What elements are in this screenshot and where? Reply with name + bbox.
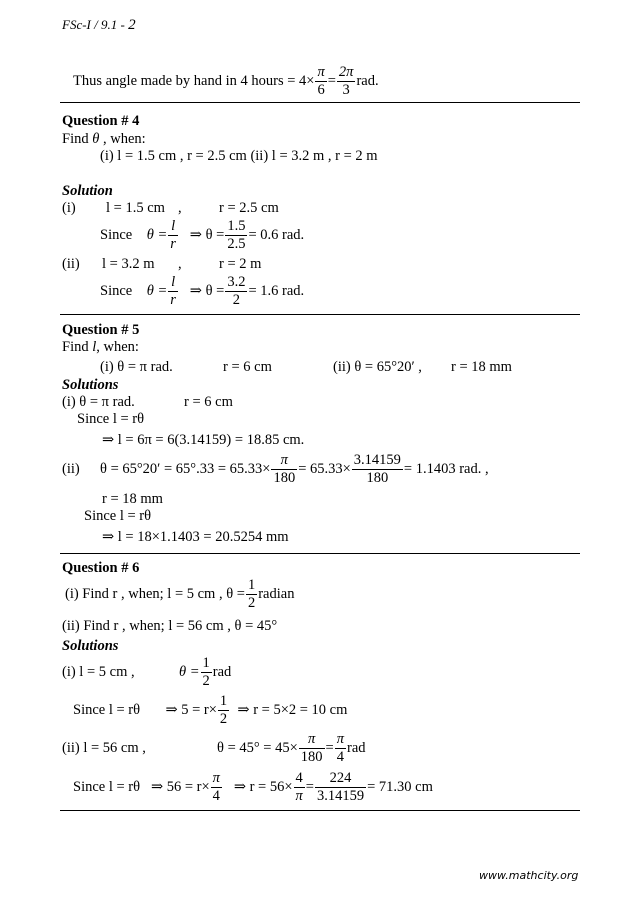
intro-line: Thus angle made by hand in 4 hours = 4× $\frac{\pi}{6}$ = $\frac{2\pi}{3}$ rad. (73, 64, 379, 99)
q6-part-2-equation: Since l = rθ ⇒ 56 = r× $\frac{\pi}{4}$ ⇒ r = 56× $\frac{4}{\pi}$ = $\frac{224}{3.14159}$ = 71.30 cm (73, 770, 433, 805)
q4-part-1-label: (i) (62, 200, 76, 216)
q5-part-2-label: (ii) (62, 461, 80, 477)
q5-part-1: (i) θ = π rad. (62, 394, 135, 410)
divider (60, 553, 580, 554)
question-6-given-2: (ii) Find r , when; l = 56 cm , θ = 45° (62, 618, 278, 634)
q4-part-2-label: (ii) (62, 256, 80, 272)
q5-part-2-since: Since l = rθ (84, 508, 152, 524)
header-page-number: 2 (128, 17, 136, 33)
q5-part-1-r: r = 6 cm (184, 394, 233, 410)
q4-part-1-comma: , (178, 200, 182, 216)
intro-fraction-1: $\frac{\pi}{6}$ (317, 64, 325, 99)
divider (60, 314, 580, 315)
divider (60, 810, 580, 811)
q4-part-1-l: l = 1.5 cm (106, 200, 165, 216)
q4-part-1-equation: Since θ = $\frac{l}{r}$ ⇒ θ = $\frac{1.5}{2.5}$ = 0.6 rad. (100, 218, 305, 253)
question-6-title: Question # 6 (62, 560, 140, 576)
page-header (62, 16, 136, 34)
q5-part-1-since: Since l = rθ (77, 411, 145, 427)
q6-part-1-theta: θ = $\frac{1}{2}$ rad (179, 655, 232, 690)
q5-part-1-result: ⇒ l = 6π = 6(3.14159) = 18.85 cm. (102, 432, 305, 448)
question-5-given-2: (ii) θ = 65°20′ , (333, 359, 422, 375)
question-4-given: (i) l = 1.5 cm , r = 2.5 cm (ii) l = 3.2 m , r = 2 m (100, 148, 378, 164)
intro-fraction-2: $\frac{2\pi}{3}$ (338, 64, 354, 99)
divider (60, 102, 580, 103)
q4-part-2-l: l = 3.2 m (102, 256, 155, 272)
q6-part-1-equation: Since l = rθ ⇒ 5 = r× $\frac{1}{2}$ ⇒ r = 5×2 = 10 cm (73, 693, 348, 728)
q6-part-1-l: (i) l = 5 cm , (62, 664, 135, 680)
footer-watermark: www.mathcity.org (479, 869, 579, 882)
q5-part-2-equation: θ = 65°20′ = 65°.33 = 65.33× $\frac{\pi}{180}$ = 65.33× $\frac{3.14159}{180}$ = 1.1403 rad. , (100, 452, 489, 487)
question-5-prompt: Find l, when: (62, 339, 139, 355)
header-label: FSc-I / 9.1 - (62, 17, 129, 32)
q4-part-2-r: r = 2 m (219, 256, 262, 272)
question-6-given-1: (i) Find r , when; l = 5 cm , θ = $\frac{1}{2}$ radian (65, 577, 295, 612)
q4-part-2-comma: , (178, 256, 182, 272)
question-4-title: Question # 4 (62, 113, 140, 129)
question-5-given-r1: r = 6 cm (223, 359, 272, 375)
q6-part-2-l: (ii) l = 56 cm , (62, 740, 146, 756)
intro-text: Thus angle made by hand in 4 hours = 4× (73, 73, 315, 89)
q5-part-2-result: ⇒ l = 18×1.1403 = 20.5254 mm (102, 529, 289, 545)
question-5-given-1: (i) θ = π rad. (100, 359, 173, 375)
question-5-given-r2: r = 18 mm (451, 359, 512, 375)
question-5-solutions-heading: Solutions (62, 377, 119, 393)
q5-part-2-r: r = 18 mm (102, 491, 163, 507)
question-4-prompt: Find θ , when: (62, 131, 146, 147)
q4-part-2-equation: Since θ = $\frac{l}{r}$ ⇒ θ = $\frac{3.2}{2}$ = 1.6 rad. (100, 274, 305, 309)
q6-part-2-theta: θ = 45° = 45× $\frac{\pi}{180}$ = $\frac{\pi}{4}$ rad (217, 731, 366, 766)
question-6-solutions-heading: Solutions (62, 638, 119, 654)
q4-part-1-r: r = 2.5 cm (219, 200, 279, 216)
question-4-solution-heading: Solution (62, 183, 113, 199)
question-5-title: Question # 5 (62, 322, 140, 338)
